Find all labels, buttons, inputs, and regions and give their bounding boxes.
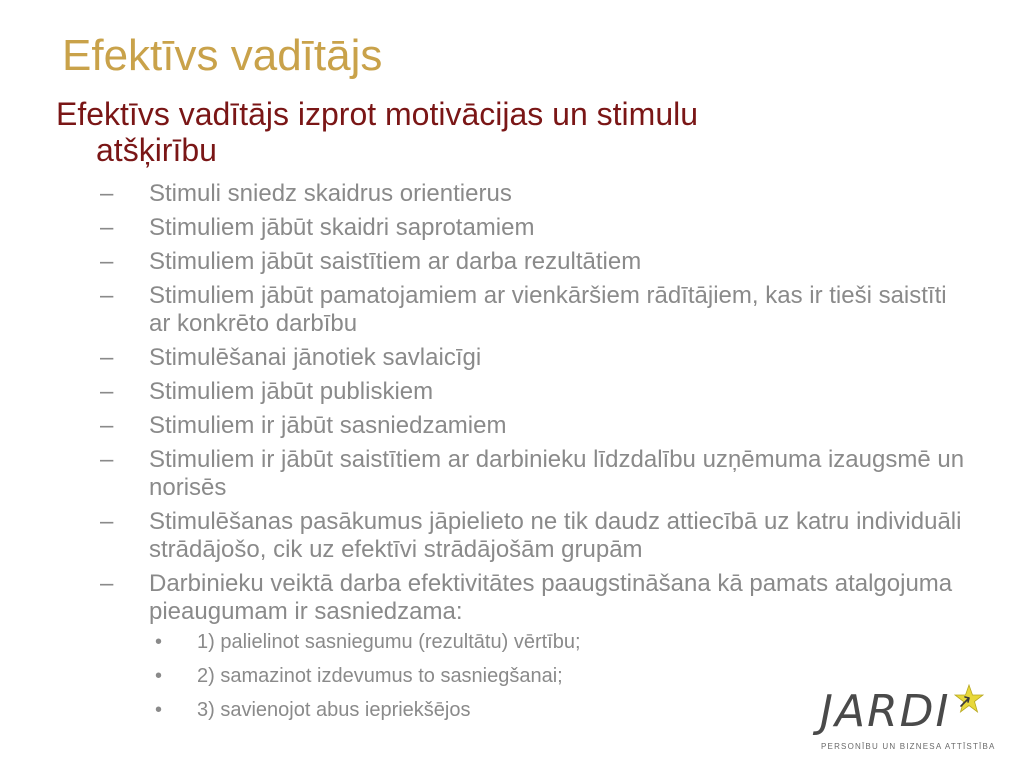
logo-tagline: PERSONĪBU UN BIZNESA ATTĪSTĪBA [821, 742, 996, 751]
nested-point-text: 2) samazinot izdevumus to sasniegšanai; [197, 665, 563, 687]
dash-marker: – [100, 214, 114, 241]
dash-marker: – [100, 344, 114, 371]
sub-point [100, 344, 970, 372]
bullet-marker: • [155, 665, 163, 687]
sub-point [100, 282, 970, 338]
slide-title: Efektīvs vadītājs [62, 31, 383, 80]
sub-point-text: Stimulēšanai jānotiek savlaicīgi [149, 344, 482, 371]
sub-point-text: Stimuliem jābūt skaidri saprotamiem [149, 214, 535, 241]
bullet-marker: • [155, 631, 163, 653]
dash-marker: – [100, 508, 114, 535]
nested-point [149, 664, 970, 688]
sub-point [100, 248, 970, 276]
dash-marker: – [100, 378, 114, 405]
sub-point-text: Stimuliem jābūt saistītiem ar darba rezultātiem [149, 248, 642, 275]
dash-marker: – [100, 570, 114, 597]
sub-point-text: Stimuliem ir jābūt saistītiem ar darbinieku līdzdalību uzņēmuma izaugsmē un norisēs [149, 446, 965, 501]
sub-point-text: Stimuliem jābūt publiskiem [149, 378, 434, 405]
main-point-line2: atšķirību [96, 132, 217, 168]
sub-point-text: Darbinieku veiktā darba efektivitātes paaugstināšana kā pamats atalgojuma pieaugumam ir sasniedzama: [149, 570, 953, 625]
sub-point-list [100, 180, 970, 732]
sub-point [100, 180, 970, 208]
sub-point [100, 378, 970, 406]
dash-marker: – [100, 282, 114, 309]
sub-point-text: Stimulēšanas pasākumus jāpielieto ne tik daudz attiecībā uz katru individuāli strādājošo, cik uz efektīvi strādājošām grupām [149, 508, 962, 563]
sub-point-text: Stimuli sniedz skaidrus orientierus [149, 180, 512, 207]
sub-point-text: Stimuliem ir jābūt sasniedzamiem [149, 412, 507, 439]
main-point [56, 96, 916, 168]
sub-point [100, 214, 970, 242]
nested-point [149, 630, 970, 654]
dash-marker: – [100, 446, 114, 473]
sub-point [100, 446, 970, 502]
star-icon [954, 684, 984, 714]
nested-point-text: 1) palielinot sasniegumu (rezultātu) vērtību; [197, 631, 581, 653]
logo-name: JARDI [820, 686, 951, 737]
dash-marker: – [100, 248, 114, 275]
main-point-line1: Efektīvs vadītājs izprot motivācijas un stimulu [56, 96, 699, 132]
dash-marker: – [100, 412, 114, 439]
nested-point-text: 3) savienojot abus iepriekšējos [197, 699, 471, 721]
jardi-logo [820, 686, 996, 758]
bullet-marker: • [155, 699, 163, 721]
dash-marker: – [100, 180, 114, 207]
sub-point [100, 508, 970, 564]
sub-point [100, 412, 970, 440]
sub-point-text: Stimuliem jābūt pamatojamiem ar vienkāršiem rādītājiem, kas ir tieši saistīti ar konkrēto darbību [149, 282, 947, 337]
